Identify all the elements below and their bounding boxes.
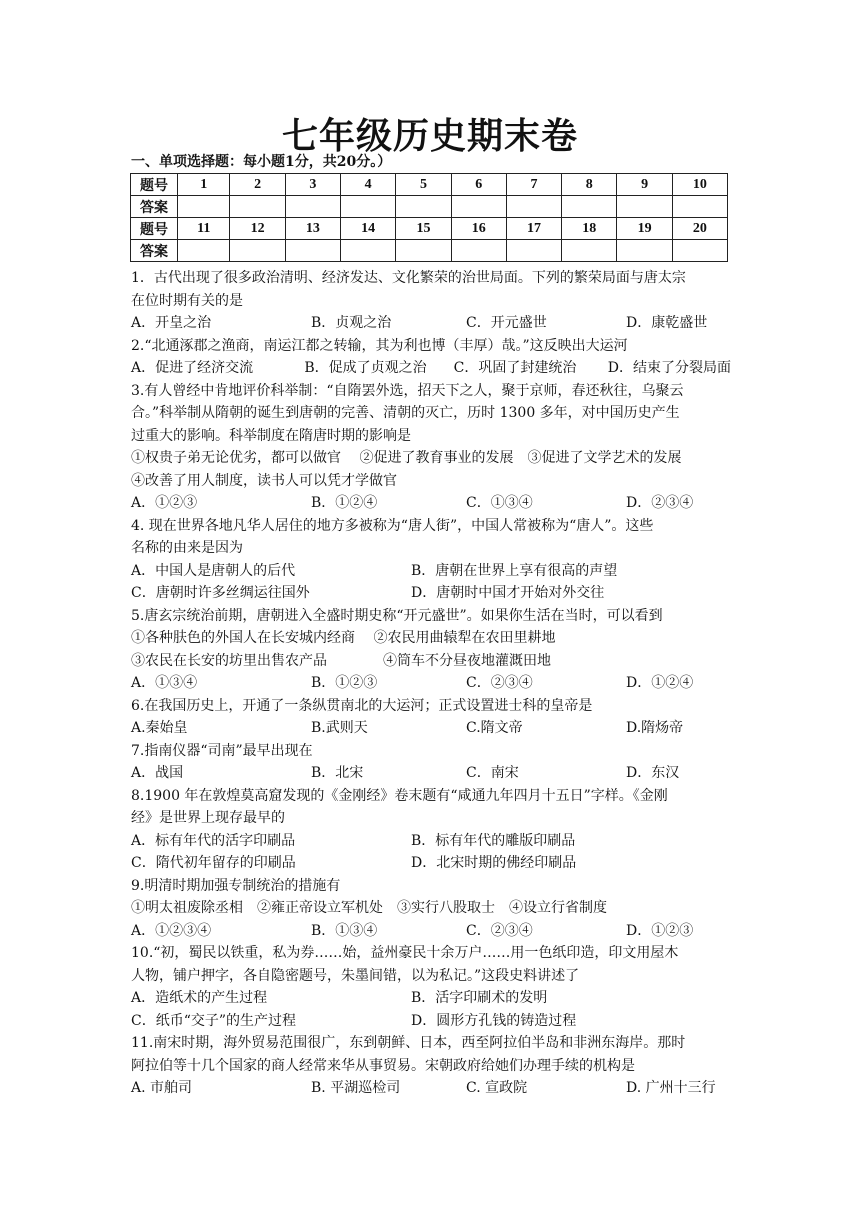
answer-cell[interactable] [178,240,230,262]
answer-option[interactable]: C．唐朝时许多丝绸运往国外 [131,585,310,601]
answer-option[interactable]: B.武则天 [311,720,368,736]
answer-option[interactable]: A．①②③ [131,495,198,511]
question-block [131,875,731,943]
table-row [131,240,728,262]
answer-option[interactable]: B．活字印刷术的发明 [411,990,548,1006]
table-cell: 16 [451,218,506,240]
question-block [131,605,731,695]
answer-table [130,173,728,262]
table-cell: 12 [230,218,285,240]
question-block [131,267,731,335]
answer-option[interactable]: B．贞观之治 [311,315,392,331]
answer-cell[interactable] [230,196,285,218]
answer-option[interactable]: D．①②③ [626,922,694,939]
question-text: 5.唐玄宗统治前期，唐朝进入全盛时期史称“开元盛世”。如果你生活在当时，可以看到 [131,607,663,624]
table-cell: 3 [285,174,340,196]
table-cell: 9 [617,174,672,196]
answer-cell[interactable] [672,196,727,218]
page-title: 七年级历史期末卷 [281,115,578,157]
option-row [131,920,731,943]
question-text: 名称的由来是因为 [131,540,243,556]
question-block [131,380,731,515]
option-row [131,1010,731,1033]
option-row [131,560,731,583]
answer-cell[interactable] [396,240,451,262]
question-text: 人物，铺户押字，各自隐密题号，朱墨间错，以为私记。”这段史料讲述了 [131,967,580,984]
answer-option[interactable]: C．隋代初年留存的印刷品 [131,855,296,871]
question-text: 10.“初，蜀民以铁重，私为券……始，益州豪民十余万户……用一色纸印造，印文用屋木 [131,945,679,961]
answer-option[interactable]: A．战国 [131,765,184,781]
question-block [131,942,731,1032]
question-text: ①明太祖废除丞相 ②雍正帝设立军机处 ③实行八股取士 ④设立行省制度 [131,900,607,916]
question-text: ①权贵子弟无论优劣，都可以做官 ②促进了教育事业的发展 ③促进了文学艺术的发展 [131,450,682,466]
question-block [131,785,731,875]
answer-option[interactable]: B．唐朝在世界上享有很高的声望 [411,562,618,579]
answer-option[interactable]: D. 广州十三行 [626,1080,716,1096]
answer-option[interactable]: D．东汉 [626,765,680,781]
answer-cell[interactable] [506,196,561,218]
question-text: ④改善了用人制度，读书人可以凭才学做官 [131,472,397,489]
answer-option[interactable]: A．①③④ [131,675,198,691]
answer-option[interactable]: D．结束了分裂局面 [607,360,732,376]
question-text: 6.在我国历史上，开通了一条纵贯南北的大运河；正式设置进士科的皇帝是 [131,697,593,714]
table-cell: 5 [396,174,451,196]
table-cell: 20 [672,218,727,240]
answer-cell[interactable] [341,240,396,262]
table-cell: 14 [341,218,396,240]
option-row [131,1077,731,1100]
section-heading: 一、单项选择题：每小题1分，共20分。） [131,154,392,170]
answer-option[interactable]: C．①③④ [466,495,533,511]
option-row [131,717,731,740]
row-label: 答案 [131,196,178,218]
question-block [131,740,731,785]
question-text: 1．古代出现了很多政治清明、经济发达、文化繁荣的治世局面。下列的繁荣局面与唐太宗 [131,270,686,286]
table-cell: 4 [341,174,396,196]
table-cell: 13 [285,218,340,240]
answer-cell[interactable] [230,240,285,262]
answer-cell[interactable] [451,240,506,262]
answer-option[interactable]: B．①②③ [311,675,378,691]
table-cell: 11 [178,218,230,240]
question-text: 合。”科举制从隋朝的诞生到唐朝的完善、清朝的灭亡，历时 1300 多年，对中国历史产生 [131,405,680,421]
table-cell: 7 [506,174,561,196]
table-cell: 6 [451,174,506,196]
question-text: 3.有人曾经中肯地评价科举制：“自隋罢外选，招天下之人，聚于京师，春还秋往，乌聚云 [131,382,684,399]
answer-option[interactable]: C．纸币“交子”的生产过程 [131,1012,297,1029]
answer-option[interactable]: B．促成了贞观之治 [304,360,427,376]
question-text: 过重大的影响。科举制度在隋唐时期的影响是 [131,427,411,444]
table-cell: 19 [617,218,672,240]
table-cell: 15 [396,218,451,240]
answer-option[interactable]: C．开元盛世 [466,315,547,331]
answer-option[interactable]: C. 宣政院 [466,1080,528,1096]
answer-cell[interactable] [178,196,230,218]
answer-cell[interactable] [451,196,506,218]
answer-option[interactable]: D．康乾盛世 [626,315,708,331]
question-block [131,335,731,380]
question-text: 11.南宋时期，海外贸易范围很广，东到朝鲜、日本，西至阿拉伯半岛和非洲东海岸。那时 [131,1035,686,1051]
question-text: 2.“北通涿郡之渔商，南运江都之转输，其为利也博（丰厚）哉。”这反映出大运河 [131,337,628,354]
answer-option[interactable]: A．开皇之治 [131,315,212,331]
answer-option[interactable]: A．促进了经济交流 [131,360,254,376]
option-row [131,492,731,515]
question-text: 8.1900 年在敦煌莫高窟发现的《金刚经》卷末题有“咸通九年四月十五日”字样。《金刚 [131,787,668,804]
question-text: 9.明清时期加强专制统治的措施有 [131,877,341,894]
option-row [131,672,731,695]
question-block [131,695,731,740]
table-cell: 10 [672,174,727,196]
answer-option[interactable]: B．北宋 [311,765,364,781]
question-text: ③农民在长安的坊里出售农产品 ④筒车不分昼夜地灌溉田地 [131,652,551,669]
option-row [131,852,731,875]
row-label: 答案 [131,240,178,262]
option-row [131,830,731,853]
answer-option[interactable]: D．①②④ [626,675,694,691]
question-text: 4. 现在世界各地凡华人居住的地方多被称为“唐人街”，中国人常被称为“唐人”。这些 [131,517,654,534]
table-cell: 8 [562,174,617,196]
table-cell: 1 [178,174,230,196]
answer-cell[interactable] [285,196,340,218]
answer-option[interactable]: C．巩固了封建统治 [453,360,577,376]
answer-option[interactable]: A．造纸术的产生过程 [131,990,268,1006]
answer-option[interactable]: B. 平湖巡检司 [311,1080,401,1096]
answer-cell[interactable] [285,240,340,262]
option-row [131,987,731,1010]
row-label: 题号 [131,218,178,240]
answer-option[interactable]: C．②③④ [466,675,533,691]
answer-option[interactable]: C．南宋 [466,765,519,781]
answer-cell[interactable] [672,240,727,262]
answer-option[interactable]: D.隋炀帝 [626,720,684,736]
option-row [131,357,731,380]
answer-option[interactable]: D．北宋时期的佛经印刷品 [411,855,577,871]
answer-cell[interactable] [396,196,451,218]
option-row [131,762,731,785]
question-text: 7.指南仪器“司南”最早出现在 [131,742,313,759]
question-text: 经》是世界上现存最早的 [131,810,285,826]
answer-option[interactable]: D．圆形方孔钱的铸造过程 [411,1012,577,1029]
answer-option[interactable]: C．②③④ [466,922,533,939]
answer-option[interactable]: A．标有年代的活字印刷品 [131,832,296,849]
table-row [131,174,728,196]
table-cell: 18 [562,218,617,240]
answer-option[interactable]: A.秦始皇 [131,720,188,736]
answer-option[interactable]: B．标有年代的雕版印刷品 [411,832,576,849]
answer-option[interactable]: A．①②③④ [131,922,212,939]
answer-option[interactable]: A．中国人是唐朝人的后代 [131,562,296,579]
table-row [131,218,728,240]
table-row [131,196,728,218]
answer-option[interactable]: A. 市舶司 [131,1080,193,1096]
table-cell: 2 [230,174,285,196]
answer-option[interactable]: D．唐朝时中国才开始对外交往 [411,585,605,601]
question-text: 阿拉伯等十几个国家的商人经常来华从事贸易。宋朝政府给她们办理手续的机构是 [131,1057,635,1074]
question-list [131,267,731,1100]
answer-cell[interactable] [617,240,672,262]
answer-cell[interactable] [562,196,617,218]
answer-cell[interactable] [562,240,617,262]
question-text: 在位时期有关的是 [131,292,243,309]
question-block [131,1032,731,1100]
answer-option[interactable]: C.隋文帝 [466,720,523,736]
table-cell: 17 [506,218,561,240]
answer-option[interactable]: B．①③④ [311,922,378,939]
question-text: ①各种肤色的外国人在长安城内经商 ②农民用曲辕犁在农田里耕地 [131,630,556,646]
option-row [131,312,731,335]
answer-cell[interactable] [617,196,672,218]
answer-cell[interactable] [506,240,561,262]
option-row [131,582,731,605]
question-block [131,515,731,605]
answer-option[interactable]: B．①②④ [311,495,378,511]
answer-cell[interactable] [341,196,396,218]
row-label: 题号 [131,174,178,196]
answer-option[interactable]: D．②③④ [626,495,694,511]
